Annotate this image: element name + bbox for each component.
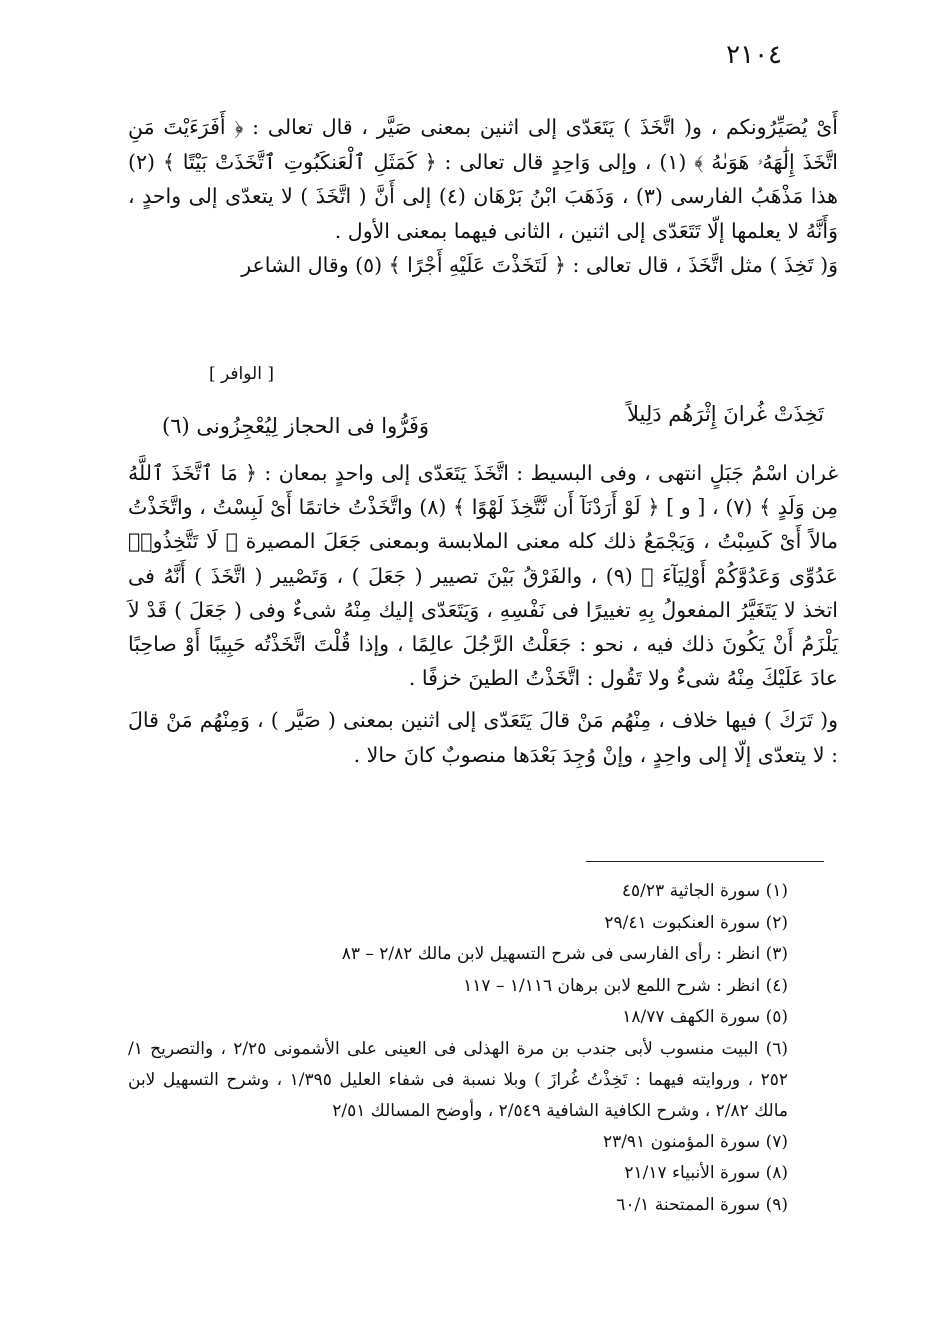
footnote: (٨) سورة الأنبياء ٢١/١٧: [624, 1163, 788, 1183]
paragraph: وَ( تَخِذَ ) مثل اتَّخَذَ ، قال تعالى : ﴿ لَتَخَذْتَ عَلَيْهِ أَجْرًا ﴾ (٥) وقال الشاعر: [241, 253, 838, 278]
footnote: (٣) انظر : رأى الفارسى فى شرح التسهيل لابن مالك ٢/٨٢ – ٨٣: [341, 944, 788, 964]
footnote: (٦) البيت منسوب لأبى جندب بن مرة الهذلى فى العينى على الأشمونى ٢/٢٥ ، والتصريح ١/ ٢٥٢ ، وروايته فيهما : تَخِذْتُ غُرازَ ) وبلا نسبة فى شفاء العليل ١/٣٩٥ ، وشرح التسهيل لابن مالك ٢/٨٢ ، وشرح الكافية الشافية ٢/٥٤٩ ، وأوضح المسالك ٢/٥١: [128, 1038, 788, 1121]
footnote: (٧) سورة المؤمنون ٢٣/٩١: [602, 1131, 788, 1152]
page-number: ٢١٠٤: [726, 40, 782, 70]
paragraph: و( تَرَكَ ) فيها خلاف ، مِنْهُم مَنْ قالَ يَتَعَدّى إلى اثنين بمعنى ( صَيَّر ) ، وَمِنْهُم مَنْ قالَ : لا يتعدّى إلّا إلى واحِدٍ ، وإنْ وُجِدَ بَعْدَها منصوبٌ كانَ حالا .: [128, 708, 838, 767]
footnotes: [128, 876, 788, 1221]
footnote: (٢) سورة العنكبوت ٢٩/٤١: [604, 912, 788, 933]
verse-first-hemistich: تَخِذَتْ غُرانَ إِثْرَهُم دَلِيلاً: [627, 402, 824, 426]
footnote-separator: [586, 861, 824, 862]
main-text-bottom: [128, 456, 838, 772]
verse-second-hemistich: وَفَرُّوا فى الحجاز لِيُعْجِزُونى (٦): [162, 414, 430, 438]
poem-meter: [ الوافر ]: [209, 364, 274, 384]
footnote: (٩) سورة الممتحنة ٦٠/١: [616, 1194, 788, 1215]
footnote: (٤) انظر : شرح اللمع لابن برهان ١/١١٦ – ١١٧: [463, 975, 788, 996]
main-text-top: [128, 110, 838, 283]
paragraph: أَىْ يُصَيِّرُونكم ، و( اتَّخَذَ ) يَتَعَدّى إلى اثنين بمعنى صَيَّر ، قال تعالى : ﴿ أَفَرَءَيْتَ مَنِ اتَّخَذَ إِلَٰهَهُۥ هَوَىٰهُ ﴾ (١) ، وإلى وَاحِدٍ قال تعالى : ﴿ كَمَثَلِ ٱلْعَنكَبُوتِ ٱتَّخَذَتْ بَيْتًا ﴾ (٢) هذا مَذْهَبُ الفارسى (٣) ، وَذَهَبَ ابْنُ بَرْهَان (٤) إلى أَنَّ ( اتَّخَذَ ) لا يتعدّى إلى واحدٍ ، وَأَنَّهُ لا يعلمها إلّا تَتَعَدّى إلى اثنين ، الثانى فيهما بمعنى الأول .: [128, 115, 838, 243]
footnote: (٥) سورة الكهف ١٨/٧٧: [622, 1007, 788, 1027]
paragraph: غران اسْمُ جَبَلٍ انتهى ، وفى البسيط : اتَّخَذَ يَتَعَدّى إلى واحدٍ بمعان : ﴿ مَا ٱتَّخَذَ ٱللَّهُ مِن وَلَدٍ ﴾ (٧) ، [ و ] ﴿ لَوْ أَرَدْنَآ أَن نَّتَّخِذَ لَهْوًا ﴾ (٨) واتَّخَذْتُ خاتمًا أَىْ لَبِسْتُ ، واتَّخَذْتُ مالاً أَىْ كَسِبْتُ ، وَيَجْمَعُ ذلك كله معنى الملابسة وبمعنى جَعَلَ المصيرة ﴿ لَا تَتَّخِذُوا۟ عَدُوِّى وَعَدُوَّكُمْ أَوْلِيَآءَ ﴾ (٩) ، والفَرْقُ بَيْنَ تصيير ( جَعَلَ ) ، وَتَصْيير ( اتَّخَذَ ) أَنَّهُ فى اتخذ لا يَتَغَيَّرُ المفعولُ بِهِ تغييرًا فى نَفْسِهِ ، وَيَتَعَدّى إليك مِنْهُ شىءٌ وفى ( جَعَلَ ) قَدْ لاَ يَلْزَمُ أَنْ يَكُونَ ذلك فيه ، نحو : جَعَلْتُ الرَّجُلَ عالِمًا ، وإذا قُلْتَ اتَّخَذْتُه حَبِيبًا أَوْ صاحِبًا عادَ عَلَيْكَ مِنْهُ شىءٌ ولا تَقُول : اتَّخَذْتُ الطينَ خزفًا .: [128, 461, 838, 691]
footnote: (١) سورة الجاثية ٤٥/٢٣: [621, 881, 788, 901]
